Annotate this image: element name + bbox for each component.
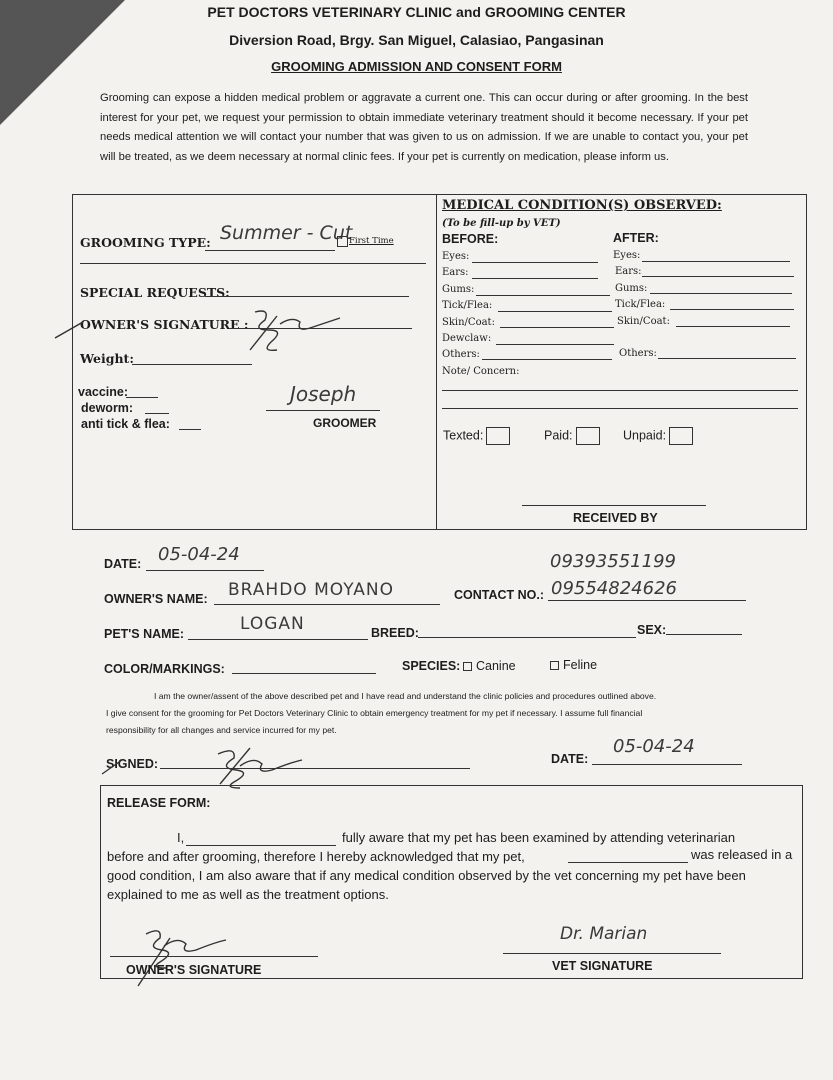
before-skincoat-label: Skin/Coat:: [442, 317, 495, 328]
vet-sig-label: VET SIGNATURE: [552, 959, 653, 973]
date-line: [146, 570, 264, 571]
after-others-label: Others:: [619, 348, 657, 359]
weight-line[interactable]: [132, 364, 252, 365]
groomer-name: Joseph: [290, 382, 357, 406]
deworm-line[interactable]: [145, 413, 169, 414]
groomer-line: [266, 410, 380, 411]
before-skincoat-line[interactable]: [500, 327, 614, 328]
signed-label: SIGNED:: [106, 757, 159, 771]
release-owner-sig-label: OWNER'S SIGNATURE: [126, 963, 262, 977]
date-value[interactable]: 05-04-24: [158, 544, 240, 565]
breed-line[interactable]: [418, 637, 636, 638]
after-eyes-line[interactable]: [642, 261, 790, 262]
feline-checkbox[interactable]: [550, 661, 559, 670]
received-by-label: RECEIVED BY: [573, 511, 658, 525]
special-requests-label: SPECIAL REQUESTS:: [80, 285, 230, 300]
before-label: BEFORE:: [442, 232, 499, 246]
breed-label: BREED:: [371, 626, 419, 640]
release-l1b: fully aware that my pet has been examined by attending veterinarian: [342, 830, 736, 845]
texted-checkbox[interactable]: [486, 427, 510, 445]
release-l4: explained to me as well as the treatment options.: [107, 887, 389, 902]
owner-name-label: OWNER'S NAME:: [104, 592, 208, 606]
paid-checkbox[interactable]: [576, 427, 600, 445]
received-by-line[interactable]: [522, 505, 706, 506]
before-tickflea-line[interactable]: [498, 311, 612, 312]
after-label: AFTER:: [613, 231, 659, 245]
vet-sig-value: Dr. Marian: [560, 924, 648, 944]
consent-line-2: I give consent for the grooming for Pet Doctors Veterinary Clinic to obtain emergency treatment for my pet if necessary. I assume full financial: [106, 708, 643, 718]
note-concern-label: Note/ Concern:: [442, 366, 520, 377]
contact-line: [548, 600, 746, 601]
species-label: SPECIES:: [402, 659, 461, 673]
first-time-checkbox[interactable]: [337, 236, 348, 247]
unpaid-field: [623, 427, 693, 445]
release-owner-signature-mark: [120, 920, 230, 990]
before-eyes-label: Eyes:: [442, 251, 470, 262]
after-gums-label: Gums:: [615, 283, 648, 294]
texted-label: Texted:: [443, 428, 484, 443]
after-ears-label: Ears:: [615, 266, 642, 277]
consent-line-1: I am the owner/assent of the above described pet and I have read and understand the clinic policies and procedures outlined above.: [154, 691, 657, 701]
before-ears-line[interactable]: [472, 278, 598, 279]
contact-alt-value: 09393551199: [550, 551, 676, 572]
release-l2a: before and after grooming, therefore I hereby acknowledged that my pet,: [107, 849, 525, 864]
unpaid-checkbox[interactable]: [669, 427, 693, 445]
release-form-title: RELEASE FORM:: [107, 796, 211, 810]
vet-sig-line[interactable]: [503, 953, 721, 954]
consent-date-label: DATE:: [551, 752, 589, 766]
sex-line[interactable]: [666, 634, 742, 635]
clinic-address: Diversion Road, Brgy. San Miguel, Calasiao, Pangasinan: [229, 32, 604, 48]
release-l1a: I,: [177, 830, 185, 845]
note-line-1[interactable]: [442, 390, 798, 391]
release-l3: good condition, I am also aware that if any medical condition observed by the vet concerning my pet have been: [107, 868, 746, 883]
deworm-label: deworm:: [81, 401, 134, 415]
paid-field: [544, 427, 600, 445]
medical-subheading: (To be fill-up by VET): [442, 218, 561, 229]
intro-paragraph: Grooming can expose a hidden medical problem or aggravate a current one. This can occur during or after grooming. In the best interest for your pet, we request your permission to obtain immediate veterinary treatment should it become necessary. If your pet needs medical attention we will contact your number that was given to us on admission. If we are unable to contact you, your pet will be treated, as we deem necessary at normal clinic fees. If your pet is currently on medication, please inform us.: [100, 92, 748, 163]
species-feline[interactable]: [550, 658, 597, 672]
species-canine[interactable]: [463, 659, 516, 673]
special-requests-line[interactable]: [205, 296, 409, 297]
release-pet-line[interactable]: [568, 862, 688, 863]
after-ears-line[interactable]: [642, 276, 794, 277]
release-name-line[interactable]: [186, 845, 336, 846]
anti-tick-line[interactable]: [179, 429, 201, 430]
first-time-label: First Time: [349, 236, 394, 246]
after-gums-line[interactable]: [650, 293, 792, 294]
before-others-line[interactable]: [482, 359, 612, 360]
canine-checkbox[interactable]: [463, 662, 472, 671]
after-skincoat-line[interactable]: [676, 326, 790, 327]
owner-name-value[interactable]: BRAHDO MOYANO: [228, 580, 394, 600]
contact-label: CONTACT NO.:: [454, 588, 545, 602]
before-dewclaw-line[interactable]: [496, 344, 614, 345]
section-divider: [436, 195, 437, 529]
before-dewclaw-label: Dewclaw:: [442, 333, 492, 344]
owner-name-line: [214, 604, 440, 605]
contact-value[interactable]: 09554824626: [551, 578, 677, 599]
owner-signature-label: OWNER'S SIGNATURE :: [80, 317, 249, 332]
after-eyes-label: Eyes:: [613, 250, 641, 261]
after-tickflea-label: Tick/Flea:: [615, 299, 666, 310]
before-ears-label: Ears:: [442, 267, 469, 278]
after-tickflea-line[interactable]: [670, 309, 794, 310]
vaccine-label: vaccine:: [78, 385, 129, 399]
consent-date-value[interactable]: 05-04-24: [613, 736, 695, 757]
before-others-label: Others:: [442, 349, 480, 360]
release-l2b: was released in a: [691, 847, 793, 862]
before-tickflea-label: Tick/Flea:: [442, 300, 493, 311]
weight-label: Weight:: [80, 351, 134, 366]
after-skincoat-label: Skin/Coat:: [617, 316, 670, 327]
vaccine-line[interactable]: [126, 397, 158, 398]
grooming-type-value[interactable]: Summer - Cut: [220, 222, 353, 244]
consent-date-line: [592, 764, 742, 765]
color-markings-label: COLOR/MARKINGS:: [104, 662, 225, 676]
canine-label: Canine: [476, 659, 516, 673]
note-line-2[interactable]: [442, 408, 798, 409]
before-gums-label: Gums:: [442, 284, 475, 295]
pet-name-label: PET'S NAME:: [104, 627, 185, 641]
form-title: [0, 59, 833, 74]
grooming-type-line: [205, 250, 335, 251]
texted-field: [443, 427, 510, 445]
pet-name-value[interactable]: LOGAN: [240, 614, 305, 634]
before-eyes-line[interactable]: [472, 262, 598, 263]
date-label: DATE:: [104, 557, 142, 571]
after-others-line[interactable]: [658, 358, 796, 359]
clinic-name: PET DOCTORS VETERINARY CLINIC and GROOMING CENTER: [207, 4, 626, 20]
grooming-type-line-2: [80, 263, 426, 264]
groomer-label: GROOMER: [313, 416, 377, 430]
unpaid-label: Unpaid:: [623, 428, 667, 443]
form-title-text: GROOMING ADMISSION AND CONSENT FORM: [271, 59, 562, 74]
sex-label: SEX:: [637, 623, 667, 637]
feline-label: Feline: [563, 658, 598, 672]
before-gums-line[interactable]: [476, 295, 610, 296]
color-markings-line[interactable]: [232, 673, 376, 674]
anti-tick-label: anti tick & flea:: [81, 417, 170, 431]
medical-heading: MEDICAL CONDITION(S) OBSERVED:: [442, 198, 722, 213]
consent-line-3: responsibility for all changes and service incurred for my pet.: [106, 725, 337, 735]
pet-name-line: [188, 639, 368, 640]
grooming-type-label: GROOMING TYPE:: [80, 235, 211, 250]
paid-label: Paid:: [544, 428, 573, 443]
